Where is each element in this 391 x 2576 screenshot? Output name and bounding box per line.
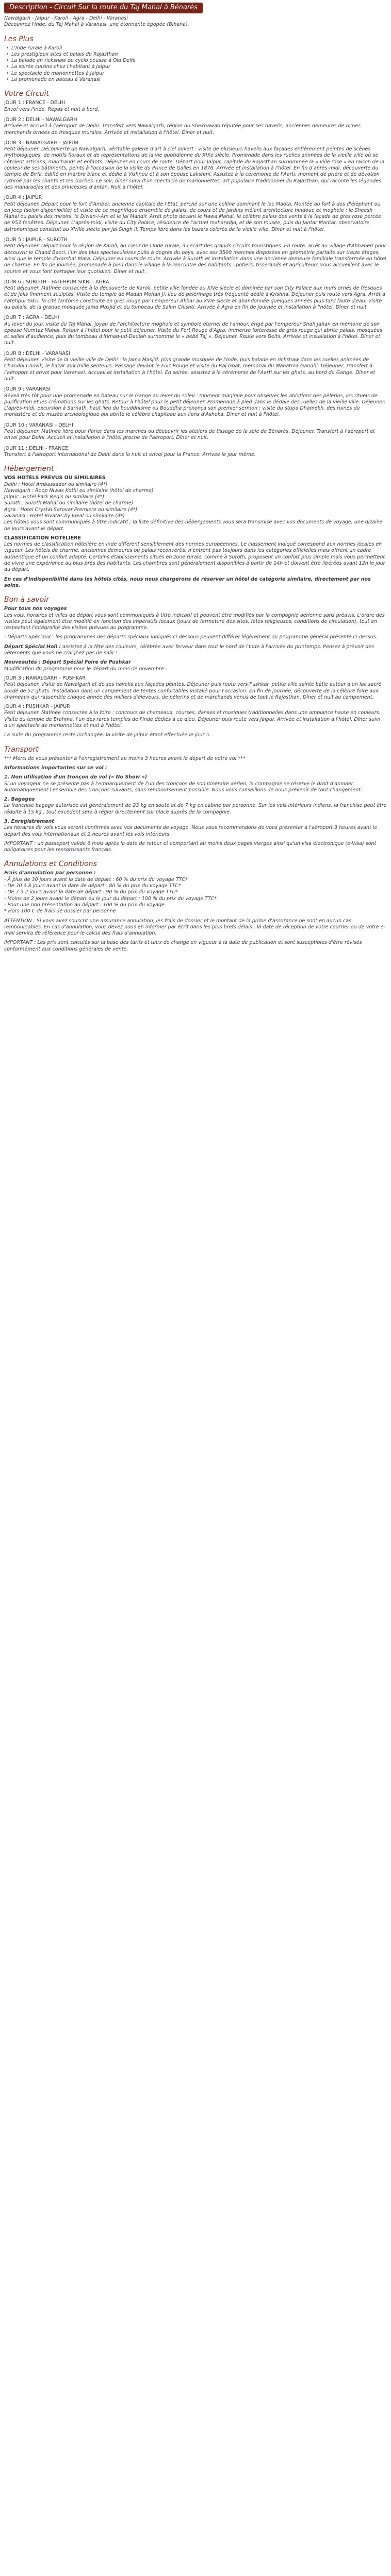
section-heading-circuit: Votre Circuit	[4, 90, 50, 98]
day-2	[4, 117, 387, 136]
day-description: Transfert à l'aéroport international de Delhi dans la nuit et envol pour la France. Arrivée le jour même.	[4, 451, 256, 457]
flight-point-text: La franchise bagage autorisée est généralement de 23 kg en soute et de 7 kg en cabine par personne. Sur les vols intérieurs indiens, la franchise peut être réduite à 15 kg : tout excédent sera à régler directement sur place auprès de la compagnie.	[4, 803, 387, 815]
flight-point-text: Les horaires de vols vous seront confirmés avec vos documents de voyage. Nous vous recommandons de vous présenter à l'aéroport 3 heures avant le départ des vols internationaux et 2 heures avant les vols intérieurs.	[4, 825, 378, 837]
day-9	[4, 386, 387, 418]
day-5	[4, 237, 387, 275]
day-label: JOUR 1 : FRANCE - DELHI	[4, 100, 66, 106]
fees-footnote: * Hors 100 € de frais de dossier par personne	[4, 908, 116, 914]
highlights-list	[4, 45, 387, 83]
day-10	[4, 422, 387, 442]
availability-note: En cas d'indisponibilité dans les hôtels cités, nous nous chargerons de réserver un hôtel de catégorie similaire, directement par nos soins.	[4, 576, 371, 588]
day-description: Petit déjeuner. Découverte de Nawalgarh, véritable galerie d'art à ciel ouvert : visite de plusieurs havelis aux façades entièrement peintes de scènes mythologiques, de motifs floraux et de représentations de la vie quotidienne du XIXe siècle. Promenade dans les ruelles animées de la vieille ville où se côtoient artisans, marchands et enfants. Déjeuner en cours de route. Départ pour Jaipur, capitale du Rajasthan surnommée la « ville rose » en raison de la couleur de ses bâtiments, peints à l'occasion de la visite du Prince de Galles en 1876. Arrivée et installation à l'hôtel. En fin d'après-midi, découverte du temple de Birla, édifié en marbre blanc et dédié à Vishnou et à son épouse Lakshmi. Assistez à la cérémonie de l'Aarti, moment de prière et de dévotion rythmé par les chants et les cloches. Le soir, dîner suivi d'un spectacle de marionnettes, art populaire traditionnel du Rajasthan, qui raconte les légendes des maharadjas et des princesses d'antan. Nuit à l'hôtel.	[4, 146, 385, 190]
section-heading-hebergement: Hébergement	[4, 465, 54, 473]
hotel-line: Varanasi : Hotel Rivatas by Ideal ou similaire (4*)	[4, 513, 125, 519]
list-item: • Les prestigieux sites et palais du Rajasthan	[6, 52, 387, 58]
flight-point-text: Si un voyageur ne se présente pas à l'embarquement de l'un des tronçons de son itinéraire aérien, la compagnie se réserve le droit d'annuler automatiquement l'ensemble des tronçons suivants, sans remboursement possible. Nous vous conseillons de nous prévenir de tout changement.	[4, 781, 363, 793]
list-item: • L'Inde rurale à Karoli	[6, 45, 387, 52]
list-item: - À plus de 30 jours avant la date de départ : 60 % du prix du voyage TTC*	[4, 876, 188, 883]
list-item: - Moins de 2 jours avant le départ ou le jour du départ : 100 % du prix du voyage TTC*	[4, 895, 217, 902]
day-description: Petit déjeuner. Matinée libre pour flâner dans les marchés ou découvrir les ateliers de tissage de la soie de Bénarès. Déjeuner. Transfert à l'aéroport et envol pour Delhi. Accueil et installation à l'hôtel proche de l'aéroport. Dîner et nuit.	[4, 429, 375, 441]
day-label: JOUR 7 : AGRA - DELHI	[4, 315, 59, 321]
day-label: JOUR 10 : VARANASI - DELHI	[4, 422, 73, 428]
classification-text: Les normes de classification hôtelière en Inde diffèrent sensiblement des normes européennes. Le classement indiqué correspond aux normes locales en vigueur. Les hôtels de charme, anciennes demeures ou palais reconvertis, n'entrent pas toujours dans les catégories officielles mais offrent un cadre authentique et un confort adapté. Certains établissements situés en zone rurale, comme à Suroth, proposent un confort plus simple mais vous permettent de vivre une expérience au plus près des habitants. Les chambres sont généralement disponibles à partir de 14h et doivent être libérées avant 12h le jour du départ.	[4, 541, 385, 573]
checkin-notice: *** Merci de vous présenter à l'enregistrement au moins 3 heures avant le départ de votre vol ***	[4, 755, 246, 761]
day-description: Petit déjeuner. Matinée consacrée à la découverte de Karoli, petite ville fondée au XIVe siècle et dominée par son City Palace aux murs ornés de fresques et de jalis finement sculptés. Visite du temple de Madan Mohan Ji, lieu de pèlerinage très fréquenté dédié à Krishna. Déjeuner puis route vers Agra. Arrêt à Fatehpur Sikri, la cité fantôme construite en grès rouge par l'empereur Akbar au XVIe siècle et abandonnée quelques années plus tard faute d'eau. Visite du palais, de la grande mosquée Jama Masjid et du tombeau de Salim Chishti. Arrivée à Agra en fin de journée et installation à l'hôtel. Dîner et nuit.	[4, 285, 385, 310]
day-label: JOUR 4 : PUSHKAR - JAIPUR	[4, 704, 70, 710]
list-item: • La promenade en bateau à Varanasi	[6, 77, 387, 83]
special-holi-label: Départ Spécial Holi :	[4, 643, 61, 650]
classification-title: CLASSIFICATION HOTELIERE	[4, 535, 82, 541]
flight-point-title: 3. Enregistrement	[4, 818, 54, 824]
list-item: - De 30 à 8 jours avant la date de départ : 80 % du prix du voyage TTC*	[4, 883, 181, 889]
hotels-note: Les hôtels vous sont communiqués à titre indicatif ; la liste définitive des hébergements vous sera transmise avec vos documents de voyage, une dizaine de jours avant le départ.	[4, 519, 383, 532]
flight-point-title: 2. Bagages	[4, 796, 35, 803]
hotel-line: Jaipur : Hotel Park Regis ou similaire (4*)	[4, 494, 105, 500]
general-info-title: Pour tous nos voyages	[4, 606, 67, 612]
section-heading-transport: Transport	[4, 745, 39, 754]
day-label: JOUR 11 : DELHI - FRANCE	[4, 445, 69, 451]
day-description: Réveil très tôt pour une promenade en bateau sur le Gange au lever du soleil : moment magique pour observer les ablutions des pèlerins, les rituels de purification et les crémations sur les ghats. Retour à l'hôtel pour le petit déjeuner. Promenade à pied dans le dédale des ruelles de la vieille ville. Déjeuner. L'après-midi, excursion à Sarnath, haut lieu du bouddhisme où Bouddha prononça son premier sermon : visite du stupa Dhamekh, des ruines du monastère et du musée archéologique qui abrite le célèbre chapiteau aux lions d'Ashoka. Dîner et nuit à l'hôtel.	[4, 393, 386, 418]
cancellation-fees-list	[4, 877, 387, 908]
special-departures-note: - Départs Spéciaux : les programmes des départs spéciaux indiqués ci-dessous peuvent différer légèrement du programme général présenté ci-dessus.	[4, 634, 378, 640]
section-heading-bon-a-savoir: Bon à savoir	[4, 596, 49, 604]
day-description: Envol vers l'Inde. Repas et nuit à bord.	[4, 106, 100, 112]
day-label: JOUR 3 : NAWALGARH - PUSHKAR	[4, 675, 86, 681]
general-info-text: Les vols, horaires et villes de départ vous sont communiqués à titre indicatif et peuvent être modifiés par la compagnie aérienne sans préavis. L'ordre des visites peut également être modifié en fonction des impératifs locaux (jours de fermeture des sites, fêtes religieuses, conditions de circulation), tout en respectant l'intégralité des visites prévues au programme.	[4, 612, 385, 631]
day-description: Petit déjeuner. Visite de Nawalgarh et de ses havelis aux façades peintes. Déjeuner puis route vers Pushkar, petite ville sainte bâtie autour d'un lac sacré bordé de 52 ghats. Installation dans un campement de tentes confortables installé pour l'occasion. En fin de journée, découverte de la célèbre foire aux chameaux qui rassemble chaque année des milliers d'éleveurs, de pèlerins et de marchands venus de tout le Rajasthan. Dîner et nuit au campement.	[4, 682, 382, 700]
flight-point-title: 1. Non utilisation d'un tronçon de vol (« No Show »)	[4, 774, 148, 781]
itinerary-page	[0, 0, 391, 953]
hotel-line: Suroth : Suroth Mahal ou similaire (hôtel de charme)	[4, 500, 134, 506]
page-title: Description - Circuit Sur la route du Taj Mahal à Bénarès	[4, 3, 203, 13]
day-label: JOUR 5 : JAIPUR - SUROTH	[4, 237, 68, 243]
list-item: • Le spectacle de marionnettes à Jaipur	[6, 71, 387, 77]
cancellation-fees-title: Frais d'annulation par personne :	[4, 870, 96, 876]
hotel-list	[4, 482, 387, 520]
day-description: Petit déjeuner. Matinée consacrée à la foire : concours de chameaux, courses, danses et musiques traditionnelles dans une ambiance haute en couleurs. Visite du temple de Brahma, l'un des rares temples de l'Inde dédiés à ce dieu. Déjeuner puis route vers Jaipur. Arrivée et installation à l'hôtel. Dîner suivi d'un spectacle de marionnettes et nuit à l'hôtel.	[4, 710, 381, 729]
list-item: - De 7 à 2 jours avant la date de départ : 90 % du prix du voyage TTC*	[4, 889, 178, 895]
day-description: Au lever du jour, visite du Taj Mahal, joyau de l'architecture moghole et symbole éternel de l'amour, érigé par l'empereur Shah Jahan en mémoire de son épouse Mumtaz Mahal. Retour à l'hôtel pour le petit déjeuner. Visite du Fort Rouge d'Agra, immense forteresse de grès rouge qui abrite palais, mosquées et salles d'audience, puis du tombeau d'Itimad-ud-Daulah surnommé le « bébé Taj ». Déjeuner. Route vers Delhi. Arrivée et installation à l'hôtel. Dîner et nuit.	[4, 321, 382, 346]
attention-notice: ATTENTION : Si vous avez souscrit une assurance annulation, les frais de dossier et le montant de la prime d'assurance ne sont en aucun cas remboursables. En cas d'annulation, vous devez nous en informer par écrit dans les plus brefs délais ; la date de réception de votre courrier ou de votre e-mail servira de référence pour le calcul des frais d'annulation.	[4, 918, 385, 937]
day-label: JOUR 6 : SUROTH - FATEHPUR SIKRI - AGRA	[4, 279, 109, 285]
important-notice: IMPORTANT : Les prix sont calculés sur la base des tarifs et taux de change en vigueur à la date de publication et sont susceptibles d'être révisés conformément aux conditions générales de vente.	[4, 940, 362, 952]
day-7	[4, 315, 387, 346]
news-label: Nouveautés : Départ Spécial Foire de Pushkar	[4, 659, 131, 666]
day-description: Petit déjeuner. Départ pour le fort d'Amber, ancienne capitale de l'État, perché sur une colline dominant le lac Maota. Montée au fort à dos d'éléphant ou en jeep (selon disponibilité) et visite de ce magnifique ensemble de palais, de cours et de jardins mêlant architecture hindoue et moghole : le Sheesh Mahal ou palais des miroirs, le Diwan-i-Am et le Jai Mandir. Arrêt photo devant le Hawa Mahal, le célèbre palais des vents à la façade de grès rose percée de 953 fenêtres. Déjeuner. L'après-midi, visite du City Palace, résidence de l'actuel maharadja, et de son musée, puis du Jantar Mantar, observatoire astronomique construit au XVIIIe siècle par Jai Singh II. Temps libre dans les bazars colorés de la vieille ville. Dîner et nuit à l'hôtel.	[4, 201, 381, 232]
day-description: Arrivée et accueil à l'aéroport de Delhi. Transfert vers Nawalgarh, région du Shekhawati réputée pour ses havelis, anciennes demeures de riches marchands ornées de fresques murales. Arrivée et installation à l'hôtel. Dîner et nuit.	[4, 123, 361, 135]
day-label: JOUR 3 : NAWALGARH - JAIPUR	[4, 140, 79, 146]
day-6	[4, 279, 387, 311]
day-1	[4, 100, 387, 113]
list-item: • La soirée cuisine chez l'habitant à Jaipur	[6, 64, 387, 70]
day-description: Petit déjeuner. Départ pour la région de Karoli, au cœur de l'Inde rurale, à l'écart des grands circuits touristiques. En route, arrêt au village d'Abhaneri pour découvrir le Chand Baori, l'un des plus spectaculaires puits à degrés du pays, avec ses 3500 marches disposées en géométrie parfaite sur treize étages, ainsi que le temple d'Harshat Mata. Déjeuner en cours de route. Arrivée à Suroth et installation dans une ancienne demeure familiale transformée en hôtel de charme. En fin de journée, promenade à pied dans le village à la rencontre des habitants : potiers, tisserands et agriculteurs vous accueillent avec le sourire et vous font partager leur quotidien. Dîner et nuit.	[4, 243, 386, 275]
list-item: • La balade en rickshaw ou cyclo pousse à Old Delhi	[6, 58, 387, 64]
day-label: JOUR 8 : DELHI - VARANASI	[4, 350, 70, 357]
day-label: JOUR 2 : DELHI - NAWALGARH	[4, 116, 77, 123]
special-holi-text: assistez à la fête des couleurs, célébrée avec ferveur dans tout le nord de l'Inde à l'arrivée du printemps. Pensez à prévoir des vêtements que vous ne craignez pas de salir !	[4, 643, 374, 656]
day-label: JOUR 9 : VARANASI	[4, 386, 51, 393]
hotel-line: Delhi : Hotel Ambassador ou similaire (4*)	[4, 481, 108, 487]
flight-info-title: Informations importantes sur ce vol :	[4, 765, 107, 771]
hotel-line: Nawalgarh : Roop Niwas Kothi ou similaire (hôtel de charme)	[4, 487, 154, 494]
day-8	[4, 351, 387, 382]
section-heading-annulations: Annulations et Conditions	[4, 860, 97, 869]
day-11	[4, 446, 387, 459]
special-holi	[4, 644, 387, 657]
program-modification: Modification du programme pour le départ du mois de novembre :	[4, 666, 167, 672]
day-description: Petit déjeuner. Visite de la vieille ville de Delhi : la Jama Masjid, plus grande mosquée de l'Inde, puis balade en rickshaw dans les ruelles animées de Chandni Chowk, le bazar aux mille senteurs. Passage devant le Fort Rouge et visite du Raj Ghat, mémorial du Mahatma Gandhi. Déjeuner. Transfert à l'aéroport et envol pour Varanasi. Accueil et installation à l'hôtel. En soirée, assistez à la cérémonie de l'Aarti sur les ghats, au bord du Gange. Dîner et nuit.	[4, 357, 376, 382]
program-outro: La suite du programme reste inchangée, la visite de Jaipur étant effectuée le jour 5.	[4, 732, 211, 738]
day-4	[4, 195, 387, 233]
day-label: JOUR 4 : JAIPUR	[4, 195, 42, 201]
hotel-line: Agra : Hotel Crystal Sarovar Premiere ou similaire (4*)	[4, 506, 138, 513]
day-list	[4, 100, 387, 458]
hotels-title: VOS HOTELS PREVUS OU SIMILAIRES	[4, 475, 106, 481]
passport-notice: IMPORTANT : un passeport valide 6 mois après la date de retour et comportant au moins deux pages vierges ainsi qu'un visa électronique (e-Visa) sont obligatoires pour les ressortissants français.	[4, 840, 377, 853]
route-summary: Nawalgarh - Jaipur - Karoli - Agra - Delhi - Varanasi	[4, 15, 128, 21]
day-3	[4, 140, 387, 191]
list-item: - Pour une non présentation au départ : 100 % du prix du voyage	[4, 902, 165, 908]
tagline: Découvrez l'Inde, du Taj Mahal à Varanasi, une étonnante épopée (Bihana).	[4, 22, 189, 28]
section-heading-plus: Les Plus	[4, 35, 34, 43]
